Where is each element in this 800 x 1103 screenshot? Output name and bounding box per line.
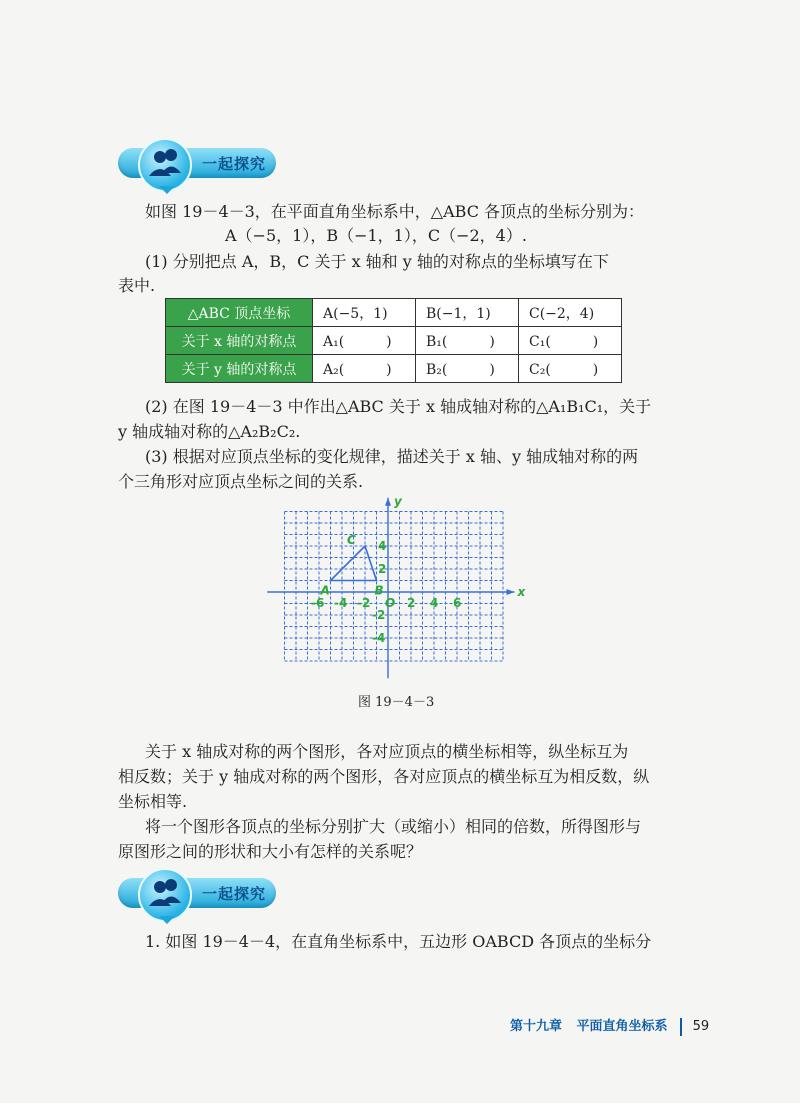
table-cell: △ABC 顶点坐标	[166, 299, 313, 327]
banner-pointer	[159, 916, 175, 924]
y-tick-label: -2	[372, 608, 386, 622]
footer-divider	[680, 1018, 682, 1036]
table-row	[166, 355, 622, 383]
question-2-line-1: (2) 在图 19－4－3 中作出△ABC 关于 x 轴成轴对称的△A₁B₁C₁，关于	[145, 397, 652, 416]
y-axis-label: y	[394, 494, 402, 509]
table-cell: B₁( )	[416, 327, 519, 355]
question-1-line-1: (1) 分别把点 A，B，C 关于 x 轴和 y 轴的对称点的坐标填写在下	[145, 252, 609, 271]
question-2-line-2: y 轴成轴对称的△A₂B₂C₂.	[118, 422, 301, 441]
coordinate-table	[165, 298, 622, 383]
y-tick-label: -4	[372, 631, 386, 645]
x-tick-label: 6	[453, 596, 462, 610]
figure-caption: 图 19－4－3	[358, 695, 435, 710]
section-banner-2	[118, 872, 278, 912]
origin-label: O	[385, 596, 396, 610]
question-1-line-2: 表中.	[118, 276, 156, 295]
x-tick-label: -6	[311, 596, 325, 610]
banner-label: 一起探究	[202, 155, 267, 173]
footer-title: 平面直角坐标系	[576, 1019, 668, 1034]
table-cell: A(−5，1)	[313, 299, 416, 327]
exercise-1-line: 1. 如图 19－4－4，在直角坐标系中，五边形 OABCD 各顶点的坐标分	[145, 932, 652, 951]
x-tick-label: -2	[357, 596, 371, 610]
footer-chapter: 第十九章	[510, 1019, 563, 1034]
conclusion-line-2: 相反数；关于 y 轴成对称的两个图形，各对应顶点的横坐标互为相反数，纵	[118, 767, 650, 786]
table-cell: B₂( )	[416, 355, 519, 383]
intro-line-1: 如图 19－4－3，在平面直角坐标系中，△ABC 各顶点的坐标分别为：	[145, 202, 645, 221]
conclusion-line-3: 坐标相等.	[118, 792, 188, 811]
table-cell: C₂( )	[519, 355, 622, 383]
section-banner	[118, 142, 278, 182]
x-tick-label: 4	[430, 596, 439, 610]
table-cell: A₂( )	[313, 355, 416, 383]
banner-pointer	[159, 186, 175, 194]
page-footer	[510, 1015, 709, 1036]
question-3-line-1: (3) 根据对应顶点坐标的变化规律，描述关于 x 轴、y 轴成轴对称的两	[145, 447, 639, 466]
figure-axes	[267, 498, 514, 679]
y-axis-arrow	[385, 498, 391, 506]
x-axis-label: x	[517, 585, 526, 599]
people-icon	[138, 868, 192, 922]
coordinate-figure	[260, 492, 532, 682]
x-tick-label: -4	[334, 596, 348, 610]
point-label-a: A	[320, 583, 330, 598]
table-cell: 关于 x 轴的对称点	[166, 327, 313, 355]
point-label-b: B	[374, 583, 384, 598]
conclusion-line-1: 关于 x 轴成对称的两个图形，各对应顶点的横坐标相等，纵坐标互为	[145, 742, 629, 761]
question-3-line-2: 个三角形对应顶点坐标之间的关系.	[118, 472, 364, 491]
banner-label: 一起探究	[202, 885, 267, 903]
table-cell: 关于 y 轴的对称点	[166, 355, 313, 383]
page-number: 59	[692, 1019, 710, 1034]
figure-labels	[311, 495, 527, 645]
y-tick-label: 2	[378, 562, 387, 576]
question-4-line-1: 将一个图形各顶点的坐标分别扩大（或缩小）相同的倍数，所得图形与	[145, 817, 642, 836]
y-tick-label: 4	[378, 539, 387, 553]
table-cell: B(−1，1)	[416, 299, 519, 327]
table-cell: A₁( )	[313, 327, 416, 355]
table-row	[166, 299, 622, 327]
intro-line-2: A（−5，1），B（−1，1），C（−2，4）.	[225, 226, 527, 245]
table-row	[166, 327, 622, 355]
table-cell: C₁( )	[519, 327, 622, 355]
people-icon	[138, 138, 192, 192]
figure-grid	[285, 512, 504, 662]
question-4-line-2: 原图形之间的形状和大小有怎样的关系呢？	[118, 842, 423, 861]
point-label-c: C	[347, 533, 356, 547]
table-cell: C(−2，4)	[519, 299, 622, 327]
x-axis-arrow	[507, 589, 515, 595]
x-tick-label: 2	[407, 596, 416, 610]
